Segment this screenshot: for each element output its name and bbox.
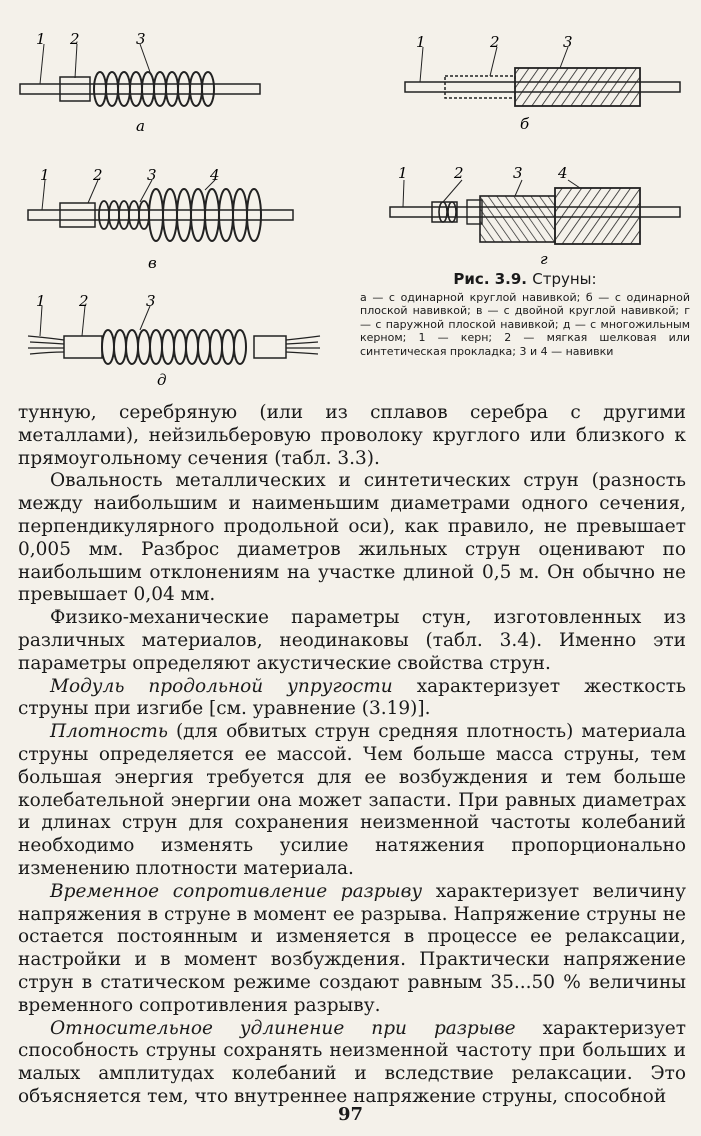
fig-g-sublabel: г: [540, 250, 548, 268]
paragraph-6: Временное сопротивление разрыву характеризует величину напряжения в струне в момент ее разрыва. Напряжение струны не остается постоянным и изменяется в процессе ее релаксации, настройки и в момент возбуждения. Практически напряжение струн в статическом режиме создают равным 35...50 % величины временного сопротивления разрыву.: [18, 880, 686, 1016]
figure-b: [405, 33, 680, 133]
figure-v: [28, 166, 293, 272]
fig-d-label-1: 1: [36, 292, 46, 310]
fig-v-label-1: 1: [40, 166, 50, 184]
fig-b-sublabel: б: [520, 115, 530, 133]
fig-a-sublabel: а: [136, 117, 145, 135]
figure-caption: [360, 270, 690, 358]
fig-v-label-3: 3: [147, 166, 157, 184]
fig-b-label-2: 2: [490, 33, 500, 51]
paragraph-2: Овальность металлических и синтетических струн (разность между наибольшим и наименьшим диаметрами одного сечения, перпендикулярного продольной оси), как правило, не превышает 0,005 мм. Разброс диаметров жильных струн оценивают по наибольшим отклонениям на участке длиной 0,5 м. Он обычно не превышает 0,04 мм.: [18, 470, 686, 606]
body-text: [18, 402, 686, 1109]
term-elongation: Относительное удлинение при разрыве: [50, 1017, 516, 1039]
fig-v-label-2: 2: [93, 166, 103, 184]
paragraph-1: тунную, серебряную (или из сплавов серебра с другими металлами), нейзильберовую проволоку круглого или близкого к прямоугольному сечения (табл. 3.3).: [18, 402, 686, 469]
fig-v-label-4: 4: [210, 166, 220, 184]
fig-d-label-3: 3: [146, 292, 156, 310]
paragraph-7: Относительное удлинение при разрыве характеризует способность струны сохранять неизменной частоту при больших и малых амплитудах колебаний и вследствие релаксации. Это объясняется тем, что внутреннее напряжение струны, способной: [18, 1017, 686, 1107]
fig-a-label-2: 2: [70, 30, 80, 48]
fig-g-label-3: 3: [513, 164, 523, 182]
fig-b-label-3: 3: [563, 33, 573, 51]
paragraph-3: Физико-механические параметры стун, изготовленных из различных материалов, неодинаковы (табл. 3.4). Именно эти параметры определяют акустические свойства струн.: [18, 607, 686, 674]
caption-body: а — с одинарной круглой навивкой; б — с одинарной плоской навивкой; в — с двойной круглой навивкой; г — с паружной плоской навивкой; д — с многожильным керном; 1 — керн; 2 — мягкая шелковая или синтетическая прокладка; 3 и 4 — навивки: [360, 291, 690, 358]
fig-v-sublabel: в: [148, 254, 157, 272]
figure-a: [20, 30, 260, 135]
figure-d: [28, 292, 320, 389]
page-number: 97: [337, 1104, 364, 1125]
fig-d-sublabel: д: [157, 371, 167, 389]
caption-title: Рис. 3.9. Струны:: [453, 270, 597, 288]
fig-g-label-4: 4: [558, 164, 568, 182]
term-modulus: Модуль продольной упругости: [50, 675, 393, 697]
fig-d-label-2: 2: [79, 292, 89, 310]
fig-g-label-2: 2: [454, 164, 464, 182]
fig-a-label-1: 1: [36, 30, 46, 48]
fig-b-label-1: 1: [416, 33, 426, 51]
fig-g-label-1: 1: [398, 164, 408, 182]
term-density: Плотность: [50, 721, 168, 743]
fig-a-label-3: 3: [136, 30, 146, 48]
figure-g: [390, 164, 680, 268]
paragraph-5: Плотность (для обвитых струн средняя плотность) материала струны определяется ее массой. Чем больше масса струны, тем большая энергия требуется для ее возбуждения и тем больше колебательной энергии она может запасти. При равных диаметрах и длинах струн для сохранения неизменной частоты колебаний необходимо изменять усилие натяжения пропорционально изменению плотности материала.: [18, 721, 686, 879]
term-tensile-strength: Временное сопротивление разрыву: [50, 880, 423, 902]
paragraph-4: Модуль продольной упругости характеризует жесткость струны при изгибе [см. уравнение (3.19)].: [18, 675, 687, 720]
